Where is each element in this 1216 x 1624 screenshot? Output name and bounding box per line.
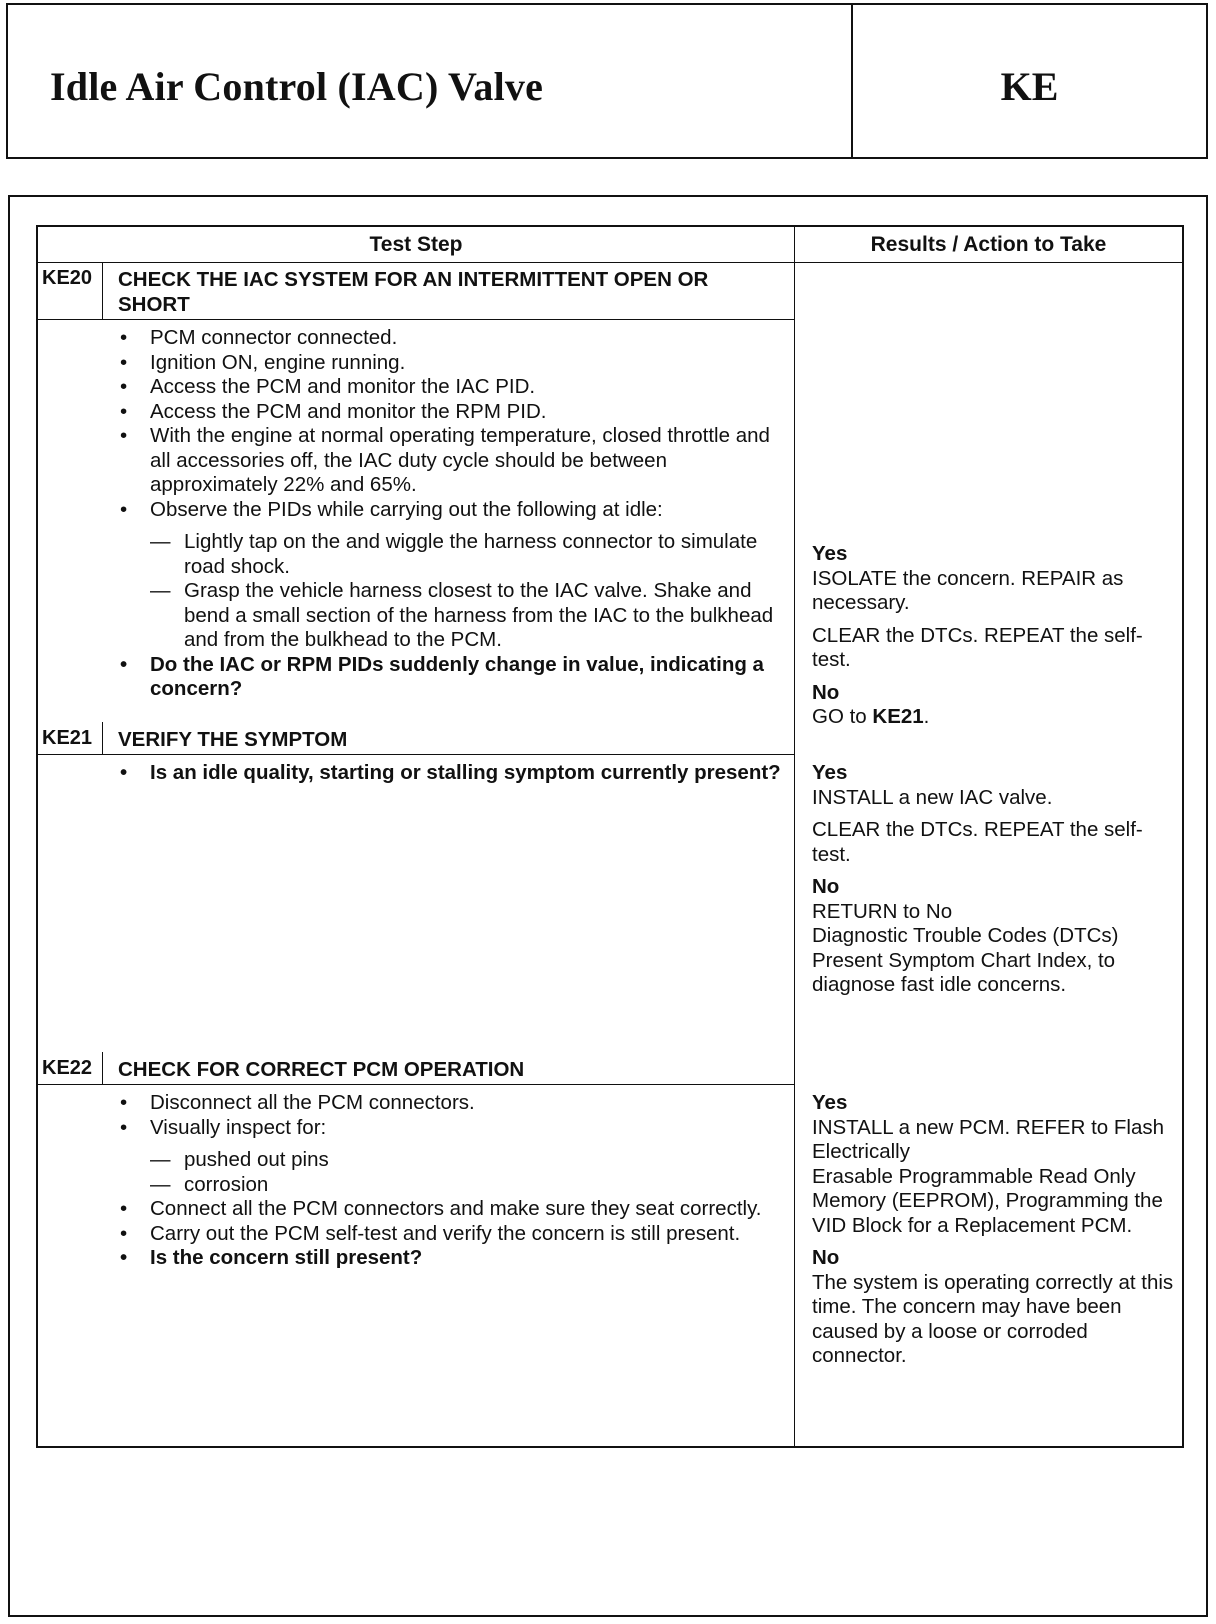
no-label: No (812, 1246, 840, 1269)
sub-list-item: — Grasp the vehicle harness closest to the IAC valve. Shake and bend a small section of the harness from the IAC to the bulkhead and from the bulkhead to the PCM. (150, 579, 786, 653)
yes-action: CLEAR the DTCs. REPEAT the self-test. (812, 818, 1143, 866)
yes-label: Yes (812, 761, 848, 784)
test-step-table (36, 225, 1184, 1448)
table-header (38, 227, 1182, 263)
step-number: KE21 (38, 722, 103, 754)
list-item (116, 498, 786, 653)
step-ke20-heading (38, 262, 794, 320)
step-ke22-heading (38, 1052, 794, 1085)
step-title: VERIFY THE SYMPTOM (118, 728, 348, 751)
no-action: The system is operating correctly at this time. The concern may have been caused by a loose or corroded connector. (812, 1270, 1174, 1367)
list-item-text: Visually inspect for: (150, 1115, 327, 1139)
yes-label: Yes (812, 542, 848, 565)
step-title: CHECK FOR CORRECT PCM OPERATION (118, 1058, 525, 1081)
no-action (812, 705, 1174, 730)
step-ke21-results (812, 761, 1174, 998)
list-item: • PCM connector connected. (116, 326, 786, 351)
yes-action: INSTALL a new IAC valve. (812, 785, 1053, 809)
step-question: • Is an idle quality, starting or stalling symptom currently present? (116, 761, 786, 786)
step-question: • Is the concern still present? (116, 1246, 786, 1271)
list-item: • Carry out the PCM self-test and verify the concern is still present. (116, 1222, 786, 1247)
column-divider (794, 227, 795, 1446)
step-question: • Do the IAC or RPM PIDs suddenly change in value, indicating a concern? (116, 653, 786, 702)
reference-title: Diagnostic Trouble Codes (DTCs) Present Symptom Chart Index, to diagnose fast idle concerns. (812, 924, 1119, 996)
list-item: • Ignition ON, engine running. (116, 351, 786, 376)
step-ke21-heading (38, 722, 794, 755)
list-item (116, 1116, 786, 1198)
page-header (6, 3, 1208, 159)
yes-action: CLEAR the DTCs. REPEAT the self-test. (812, 623, 1143, 671)
step-ke22-instructions (116, 1091, 786, 1271)
sub-list-item: — corrosion (150, 1173, 786, 1198)
sub-list (150, 1148, 786, 1197)
step-reference: KE21 (872, 705, 924, 728)
sub-list-item: — pushed out pins (150, 1148, 786, 1173)
no-action: RETURN to No (812, 899, 953, 923)
step-title: CHECK THE IAC SYSTEM FOR AN INTERMITTENT OPEN OR SHORT (118, 268, 709, 316)
page-title: Idle Air Control (IAC) Valve (50, 64, 544, 109)
list-item-text: Observe the PIDs while carrying out the following at idle: (150, 497, 663, 521)
sub-list-item: — Lightly tap on the and wiggle the harness connector to simulate road shock. (150, 530, 786, 579)
step-ke21-instructions (116, 761, 786, 786)
no-label: No (812, 875, 840, 898)
no-action (812, 924, 1174, 998)
step-ke20-results (812, 542, 1174, 730)
step-ke20-instructions (116, 326, 786, 702)
no-action-suffix: . (923, 705, 930, 728)
col-header-test-step: Test Step (369, 233, 463, 256)
list-item: • Access the PCM and monitor the IAC PID. (116, 375, 786, 400)
section-code: KE (1000, 64, 1059, 109)
no-label: No (812, 680, 840, 704)
sub-list (150, 530, 786, 653)
step-number: KE20 (38, 262, 103, 319)
step-number: KE22 (38, 1052, 103, 1084)
col-header-results: Results / Action to Take (870, 233, 1107, 256)
yes-action: INSTALL a new PCM. REFER to Flash Electrically (812, 1115, 1165, 1163)
no-action-text: GO to (812, 705, 873, 728)
step-ke22-results (812, 1091, 1174, 1369)
reference-title: Erasable Programmable Read Only Memory (EEPROM), Programming the VID Block for a Replacement PCM. (812, 1164, 1163, 1237)
list-item: • Disconnect all the PCM connectors. (116, 1091, 786, 1116)
list-item: • Access the PCM and monitor the RPM PID. (116, 400, 786, 425)
list-item: • Connect all the PCM connectors and make sure they seat correctly. (116, 1197, 786, 1222)
yes-action: ISOLATE the concern. REPAIR as necessary. (812, 566, 1124, 614)
list-item: • With the engine at normal operating temperature, closed throttle and all accessories off, the IAC duty cycle should be between approximately 22% and 65%. (116, 424, 786, 498)
yes-label: Yes (812, 1091, 848, 1114)
